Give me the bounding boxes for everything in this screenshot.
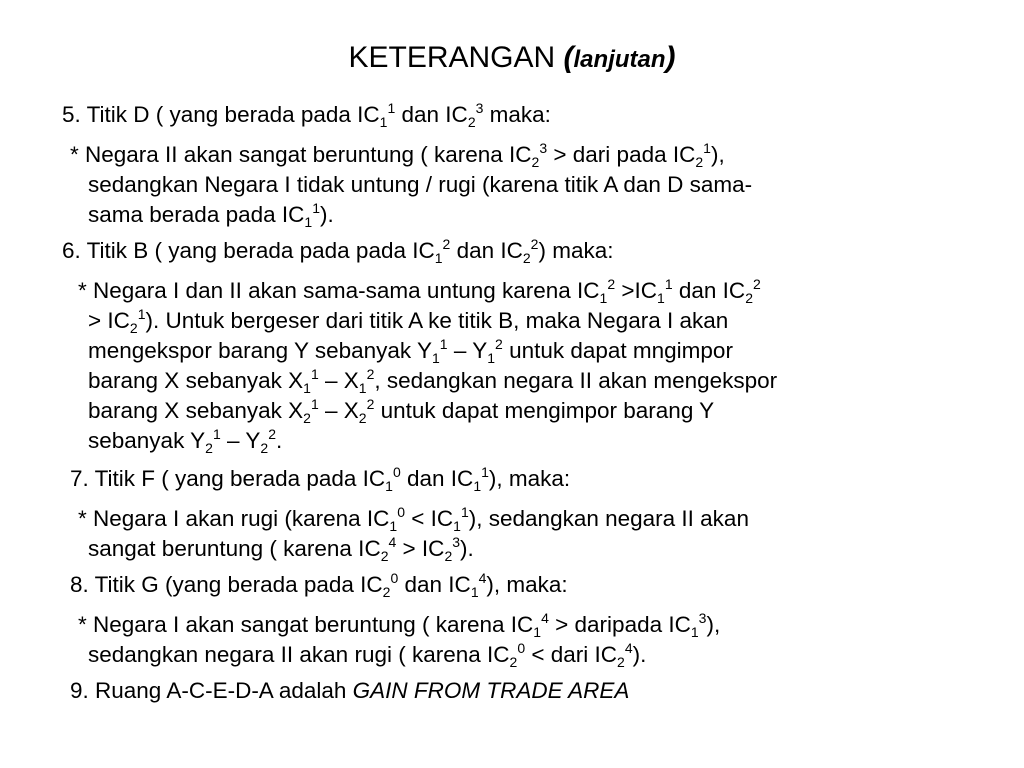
text-line bbox=[70, 570, 568, 600]
text-run: >IC bbox=[615, 278, 658, 303]
superscript: 0 bbox=[390, 570, 399, 586]
text-line bbox=[88, 640, 646, 670]
text-line bbox=[70, 464, 570, 494]
text-run: > dari pada IC bbox=[547, 142, 696, 167]
superscript: 4 bbox=[624, 640, 633, 656]
text-run: ), bbox=[710, 142, 725, 167]
text-run: > daripada IC bbox=[548, 612, 691, 637]
subscript: 1 bbox=[389, 518, 398, 534]
text-run: ) maka: bbox=[538, 238, 614, 263]
superscript: 3 bbox=[475, 100, 484, 116]
subscript: 1 bbox=[358, 380, 367, 396]
text-line bbox=[88, 426, 282, 456]
subscript: 2 bbox=[444, 548, 453, 564]
superscript: 4 bbox=[478, 570, 487, 586]
subscript: 1 bbox=[379, 114, 388, 130]
superscript: 1 bbox=[664, 276, 673, 292]
subscript: 1 bbox=[599, 290, 608, 306]
text-run: barang X sebanyak X bbox=[88, 398, 304, 423]
subscript: 2 bbox=[522, 250, 531, 266]
text-run: ). bbox=[460, 536, 474, 561]
text-run: sedangkan negara II akan rugi ( karena IC bbox=[88, 642, 510, 667]
text-run: dan IC bbox=[672, 278, 746, 303]
text-line bbox=[78, 504, 749, 534]
text-run: ). Untuk bergeser dari titik A ke titik B, maka Negara I akan bbox=[145, 308, 729, 333]
text-run: dan IC bbox=[450, 238, 523, 263]
subscript: 2 bbox=[695, 154, 704, 170]
text-run: 6. Titik B ( yang berada pada pada IC bbox=[62, 238, 435, 263]
title-close-paren: ) bbox=[665, 41, 676, 74]
subscript: 2 bbox=[260, 440, 269, 456]
subscript: 2 bbox=[205, 440, 213, 456]
subscript: 2 bbox=[509, 654, 518, 670]
subscript: 1 bbox=[690, 624, 699, 640]
text-run: sama berada pada IC bbox=[88, 202, 305, 227]
text-line bbox=[62, 100, 551, 130]
slide-title bbox=[0, 40, 1024, 78]
text-run: . bbox=[275, 428, 283, 453]
text-run: mengekspor barang Y sebanyak Y bbox=[88, 338, 432, 363]
superscript: 0 bbox=[397, 504, 406, 520]
title-subtitle: lanjutan bbox=[573, 46, 666, 73]
text-line bbox=[70, 676, 629, 706]
subscript: 2 bbox=[467, 114, 476, 130]
text-run: sedangkan Negara I tidak untung / rugi (karena titik A dan D sama- bbox=[88, 172, 753, 197]
text-run: * Negara I akan rugi (karena IC bbox=[78, 506, 390, 531]
subscript: 1 bbox=[304, 214, 313, 230]
text-run: – X bbox=[318, 368, 359, 393]
superscript: 1 bbox=[212, 426, 221, 442]
superscript: 2 bbox=[752, 276, 761, 292]
superscript: 1 bbox=[460, 504, 469, 520]
subscript: 1 bbox=[533, 624, 542, 640]
title-main: KETERANGAN bbox=[348, 41, 564, 74]
superscript: 1 bbox=[439, 336, 448, 352]
subscript: 1 bbox=[303, 380, 311, 396]
text-run: ). bbox=[319, 202, 334, 227]
text-run: < IC bbox=[405, 506, 454, 531]
superscript: 2 bbox=[366, 366, 375, 382]
superscript: 4 bbox=[541, 610, 549, 626]
text-run: dan IC bbox=[398, 572, 471, 597]
subscript: 1 bbox=[487, 350, 496, 366]
text-run: ). bbox=[632, 642, 647, 667]
text-run: 9. Ruang A-C-E-D-A adalah bbox=[70, 678, 353, 703]
text-run: < dari IC bbox=[525, 642, 618, 667]
subscript: 2 bbox=[358, 410, 367, 426]
subscript: 1 bbox=[434, 250, 443, 266]
superscript: 1 bbox=[310, 396, 319, 412]
text-run: > IC bbox=[396, 536, 445, 561]
text-run: ), maka: bbox=[486, 572, 568, 597]
text-line bbox=[88, 306, 728, 336]
text-line bbox=[88, 534, 474, 564]
subscript: 2 bbox=[129, 320, 138, 336]
text-run: * Negara I dan II akan sama-sama untung karena IC bbox=[78, 278, 600, 303]
superscript: 1 bbox=[310, 366, 319, 382]
text-run: 7. Titik F ( yang berada pada IC bbox=[70, 466, 386, 491]
text-run: sebanyak Y bbox=[88, 428, 206, 453]
subscript: 2 bbox=[745, 290, 753, 306]
text-run: untuk dapat mengimpor barang Y bbox=[374, 398, 715, 423]
text-run: 5. Titik D ( yang berada pada IC bbox=[62, 102, 380, 127]
text-line bbox=[78, 276, 761, 306]
text-run: , sedangkan negara II akan mengekspor bbox=[374, 368, 778, 393]
text-run: – X bbox=[318, 398, 359, 423]
subscript: 2 bbox=[531, 154, 540, 170]
superscript: 2 bbox=[607, 276, 616, 292]
text-run: ), sedangkan negara II akan bbox=[468, 506, 749, 531]
superscript: 1 bbox=[137, 306, 146, 322]
superscript: 2 bbox=[495, 336, 503, 352]
text-run: ), bbox=[706, 612, 721, 637]
text-run: * Negara II akan sangat beruntung ( karena IC bbox=[70, 142, 532, 167]
superscript: 2 bbox=[268, 426, 276, 442]
text-run: sangat beruntung ( karena IC bbox=[88, 536, 381, 561]
superscript: 2 bbox=[442, 236, 451, 252]
text-run: 8. Titik G (yang berada pada IC bbox=[70, 572, 383, 597]
superscript: 3 bbox=[452, 534, 461, 550]
text-run: dan IC bbox=[395, 102, 468, 127]
superscript: 1 bbox=[703, 140, 711, 156]
text-run: maka: bbox=[483, 102, 551, 127]
superscript: 1 bbox=[312, 200, 320, 216]
subscript: 1 bbox=[453, 518, 461, 534]
superscript: 3 bbox=[698, 610, 707, 626]
subscript: 1 bbox=[470, 584, 479, 600]
superscript: 0 bbox=[517, 640, 526, 656]
text-run: GAIN FROM TRADE AREA bbox=[352, 678, 630, 703]
text-line bbox=[70, 140, 725, 170]
text-line bbox=[88, 200, 334, 230]
text-line bbox=[88, 366, 777, 396]
subscript: 1 bbox=[385, 478, 393, 494]
superscript: 1 bbox=[387, 100, 396, 116]
subscript: 2 bbox=[303, 410, 311, 426]
superscript: 2 bbox=[530, 236, 539, 252]
subscript: 2 bbox=[380, 548, 389, 564]
superscript: 0 bbox=[392, 464, 401, 480]
text-run: barang X sebanyak X bbox=[88, 368, 304, 393]
text-line bbox=[62, 236, 613, 266]
text-run: * Negara I akan sangat beruntung ( karena IC bbox=[78, 612, 534, 637]
subscript: 2 bbox=[382, 584, 391, 600]
superscript: 2 bbox=[366, 396, 375, 412]
text-line bbox=[88, 336, 733, 366]
text-line bbox=[78, 610, 720, 640]
text-run: ), maka: bbox=[488, 466, 571, 491]
title-open-paren: ( bbox=[563, 41, 574, 74]
superscript: 4 bbox=[388, 534, 397, 550]
superscript: 3 bbox=[539, 140, 548, 156]
subscript: 1 bbox=[657, 290, 665, 306]
text-line bbox=[88, 396, 714, 426]
subscript: 1 bbox=[432, 350, 440, 366]
text-run: > IC bbox=[88, 308, 130, 333]
text-line bbox=[88, 170, 752, 200]
text-run: dan IC bbox=[400, 466, 474, 491]
text-run: – Y bbox=[220, 428, 261, 453]
text-run: untuk dapat mngimpor bbox=[502, 338, 733, 363]
superscript: 1 bbox=[481, 464, 489, 480]
subscript: 2 bbox=[617, 654, 625, 670]
subscript: 1 bbox=[473, 478, 482, 494]
text-run: – Y bbox=[447, 338, 488, 363]
